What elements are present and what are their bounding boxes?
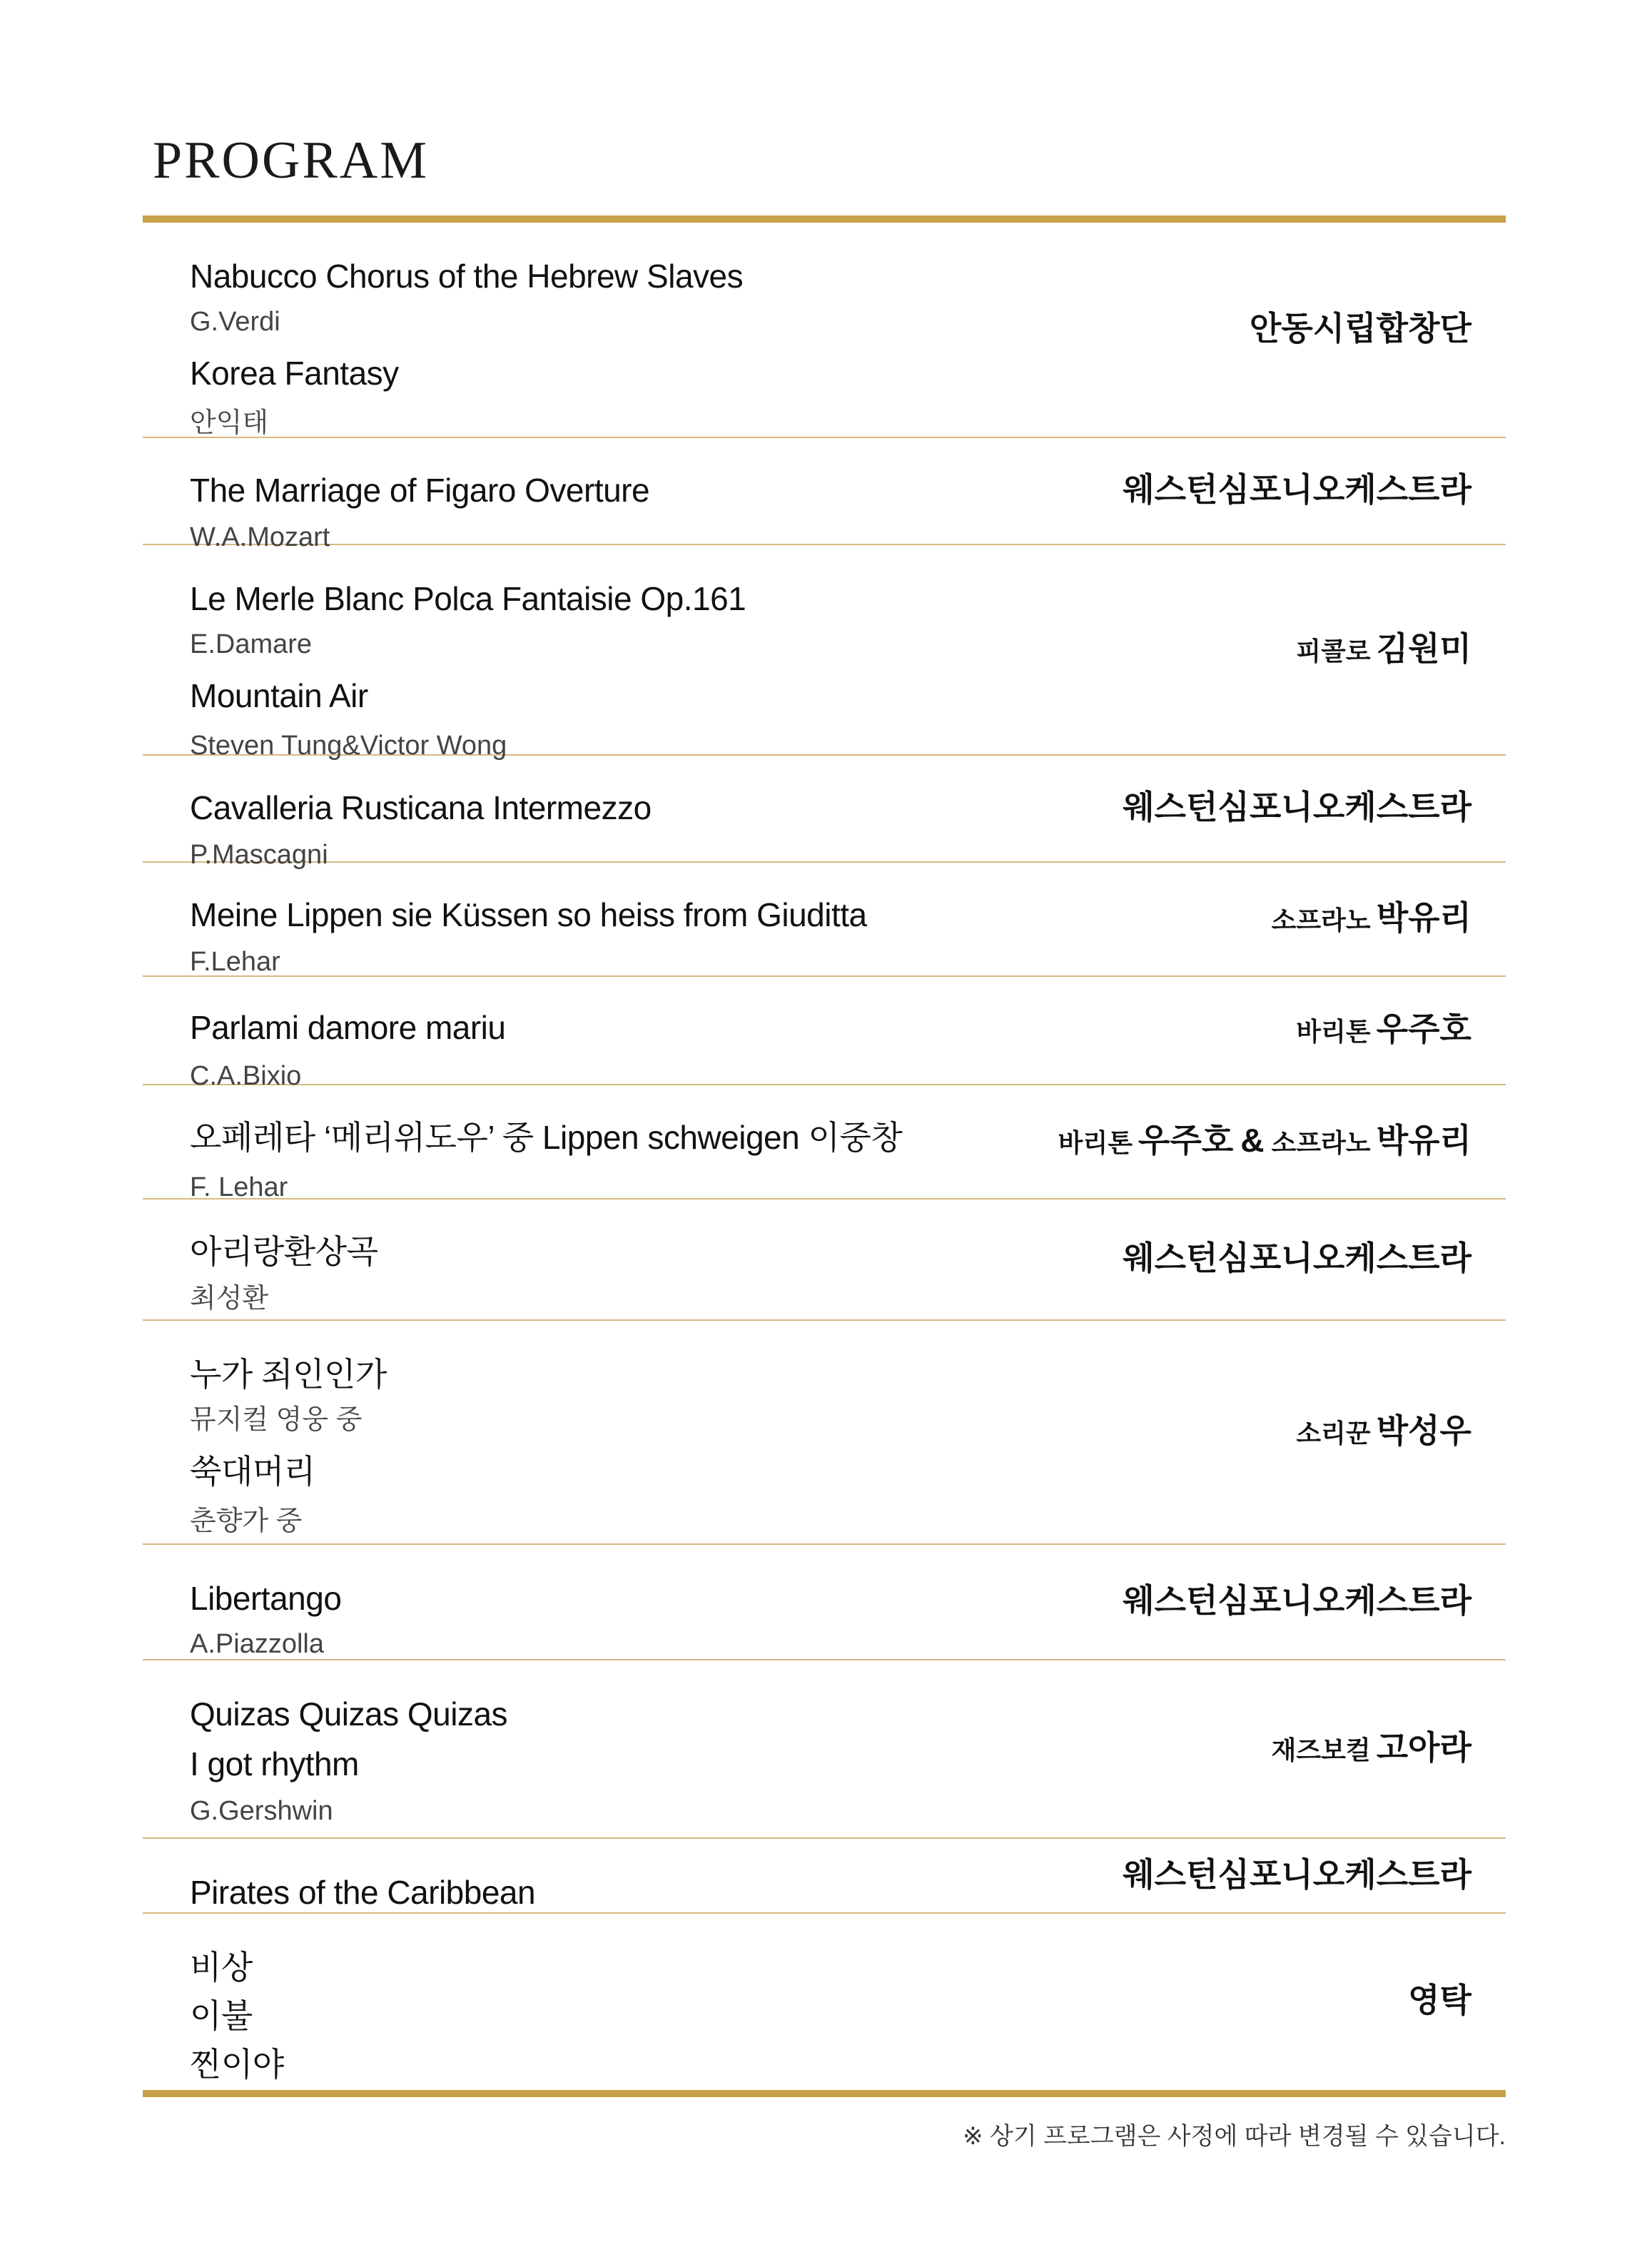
page-title: PROGRAM — [153, 131, 429, 190]
performer-name: 박유리 — [1376, 899, 1471, 936]
performer — [1296, 1010, 1471, 1048]
performer-name: 웨스턴심포니오케스트라 — [1123, 1856, 1471, 1893]
work-composer: G.Gershwin — [190, 1796, 333, 1826]
work-title: Pirates of the Caribbean — [190, 1874, 536, 1911]
work-title: 쑥대머리 — [190, 1453, 315, 1490]
performer — [1272, 1731, 1471, 1764]
performer-role: 바리톤 — [1058, 1128, 1133, 1157]
performer-name: 영탁 — [1408, 1982, 1471, 2019]
program-row — [143, 977, 1506, 1091]
program-list — [143, 223, 1506, 2091]
work-composer: F. Lehar — [190, 1172, 288, 1202]
performer — [1123, 1584, 1471, 1617]
work-title: Libertango — [190, 1580, 342, 1617]
performer — [1123, 1858, 1471, 1891]
work-title: 이불 — [190, 1997, 253, 2034]
performer-role: 소프라노 — [1271, 906, 1371, 935]
performer-role: 소리꾼 — [1296, 1419, 1371, 1448]
performer-name: 고아라 — [1376, 1729, 1471, 1766]
performer-name: 웨스턴심포니오케스트라 — [1123, 471, 1471, 508]
work-composer: 춘향가 중 — [190, 1506, 303, 1536]
performer-role: 재즈보컬 — [1271, 1735, 1371, 1765]
performer-role: 소프라노 — [1271, 1128, 1371, 1157]
work-title: Quizas Quizas Quizas — [190, 1695, 508, 1733]
performer-role: 바리톤 — [1296, 1017, 1371, 1046]
bottom-divider — [143, 2090, 1506, 2097]
performer-name: 박성우 — [1376, 1412, 1471, 1449]
performer — [1272, 901, 1471, 934]
program-row — [143, 1321, 1506, 1545]
performer — [1123, 788, 1471, 826]
work-title: Nabucco Chorus of the Hebrew Slaves — [190, 258, 744, 295]
work-composer: W.A.Mozart — [190, 522, 330, 552]
performer-name: 우주호 — [1138, 1122, 1234, 1159]
work-composer: C.A.Bixio — [190, 1061, 302, 1091]
program-row — [143, 1085, 1506, 1202]
work-composer: P.Mascagni — [190, 840, 328, 870]
program-row — [143, 223, 1506, 438]
performer-joiner: & — [1240, 1122, 1265, 1159]
program-row — [143, 545, 1506, 761]
performer-name: 박유리 — [1376, 1122, 1471, 1159]
performer-name: 웨스턴심포니오케스트라 — [1123, 1239, 1471, 1277]
performer-name: 웨스턴심포니오케스트라 — [1123, 1582, 1471, 1619]
work-composer: 뮤지컬 영웅 중 — [190, 1405, 363, 1435]
performer-name: 우주호 — [1376, 1010, 1471, 1048]
performer — [1296, 1414, 1471, 1447]
performer — [1123, 473, 1471, 506]
performer — [1123, 1239, 1471, 1277]
work-title: The Marriage of Figaro Overture — [190, 472, 650, 509]
work-title: Parlami damore mariu — [190, 1009, 506, 1046]
work-composer: A.Piazzolla — [190, 1629, 324, 1659]
work-title: Meine Lippen sie Küssen so heiss from Giuditta — [190, 896, 867, 933]
work-composer: F.Lehar — [190, 947, 280, 977]
program-row — [143, 1545, 1506, 1660]
program-row — [143, 1914, 1506, 2091]
work-title: Korea Fantasy — [190, 355, 399, 392]
top-divider — [143, 215, 1506, 223]
performer — [1296, 632, 1471, 665]
work-title: Le Merle Blanc Polca Fantaisie Op.161 — [190, 580, 746, 617]
work-composer: Steven Tung&Victor Wong — [190, 731, 507, 761]
program-row — [143, 1660, 1506, 1839]
program-row — [143, 863, 1506, 977]
performer — [1408, 1984, 1471, 2017]
change-notice: ※ 상기 프로그램은 사정에 따라 변경될 수 있습니다. — [963, 2123, 1506, 2150]
work-title: 오페레타 ‘메리위도우’ 중 Lippen schweigen 이중창 — [190, 1119, 903, 1156]
performer — [1250, 312, 1471, 345]
work-title: 아리랑환상곡 — [190, 1233, 378, 1270]
performer-name: 웨스턴심포니오케스트라 — [1123, 788, 1471, 826]
work-composer: E.Damare — [190, 629, 313, 659]
work-title: 누가 죄인인가 — [190, 1356, 387, 1393]
work-composer: G.Verdi — [190, 307, 280, 337]
program-row — [143, 1839, 1506, 1914]
performer-name: 김원미 — [1376, 630, 1471, 667]
work-title: 찐이야 — [190, 2046, 284, 2083]
work-composer: 안익태 — [190, 408, 269, 438]
program-row — [143, 438, 1506, 552]
program-row — [143, 1199, 1506, 1321]
work-composer: 최성환 — [190, 1284, 269, 1314]
work-title: Cavalleria Rusticana Intermezzo — [190, 789, 652, 826]
performer — [1058, 1124, 1471, 1157]
work-title: Mountain Air — [190, 677, 368, 714]
work-title: 비상 — [190, 1949, 253, 1986]
work-title: I got rhythm — [190, 1745, 359, 1782]
performer-name: 안동시립합창단 — [1249, 310, 1471, 347]
performer-role: 피콜로 — [1296, 636, 1371, 666]
program-row — [143, 756, 1506, 870]
